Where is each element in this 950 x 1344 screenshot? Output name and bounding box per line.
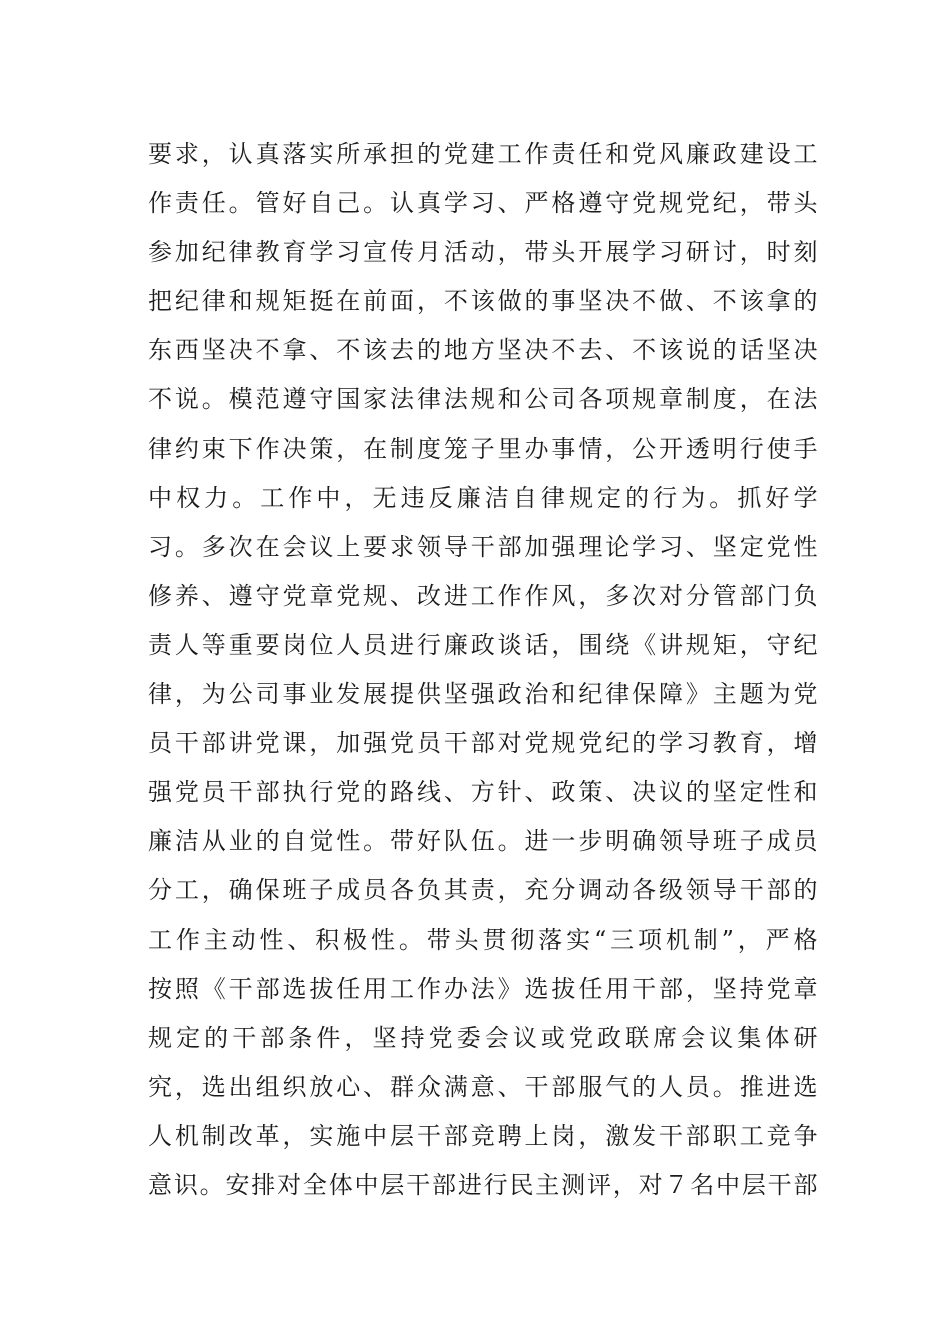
text-line: 修养、遵守党章党规、改进工作作风，多次对分管部门负 [148,581,818,610]
text-line: 规定的干部条件，坚持党委会议或党政联席会议集体研 [148,1023,818,1052]
text-line: 作责任。管好自己。认真学习、严格遵守党规党纪，带头 [148,189,818,218]
text-line: 廉洁从业的自觉性。带好队伍。进一步明确领导班子成员 [148,827,818,856]
text-line: 参加纪律教育学习宣传月活动，带头开展学习研讨，时刻 [148,238,818,267]
text-line: 按照《干部选拔任用工作办法》选拔任用干部，坚持党章 [148,974,818,1003]
text-line: 不说。模范遵守国家法律法规和公司各项规章制度，在法 [148,385,818,414]
text-line: 责人等重要岗位人员进行廉政谈话，围绕《讲规矩，守纪 [148,630,818,659]
text-line: 要求，认真落实所承担的党建工作责任和党风廉政建设工 [148,140,818,168]
text-line: 强党员干部执行党的路线、方针、政策、决议的坚定性和 [148,778,818,807]
text-line: 律，为公司事业发展提供坚强政治和纪律保障》主题为党 [148,680,818,709]
text-line: 工作主动性、积极性。带头贯彻落实“三项机制”，严格 [148,925,818,954]
text-line: 人机制改革，实施中层干部竞聘上岗，激发干部职工竞争 [148,1121,818,1150]
text-line: 究，选出组织放心、群众满意、干部服气的人员。推进选 [148,1072,818,1101]
text-line: 习。多次在会议上要求领导干部加强理论学习、坚定党性 [148,532,818,561]
text-line: 把纪律和规矩挺在前面，不该做的事坚决不做、不该拿的 [148,287,818,316]
text-line: 中权力。工作中，无违反廉洁自律规定的行为。抓好学 [148,483,818,512]
body-text [148,130,818,1210]
text-line: 员干部讲党课，加强党员干部对党规党纪的学习教育，增 [148,729,818,758]
text-line: 律约束下作决策，在制度笼子里办事情，公开透明行使手 [148,434,818,463]
text-line: 意识。安排对全体中层干部进行民主测评，对７名中层干部 [148,1170,818,1199]
text-line: 东西坚决不拿、不该去的地方坚决不去、不该说的话坚决 [148,336,818,365]
text-line: 分工，确保班子成员各负其责，充分调动各级领导干部的 [148,876,818,905]
